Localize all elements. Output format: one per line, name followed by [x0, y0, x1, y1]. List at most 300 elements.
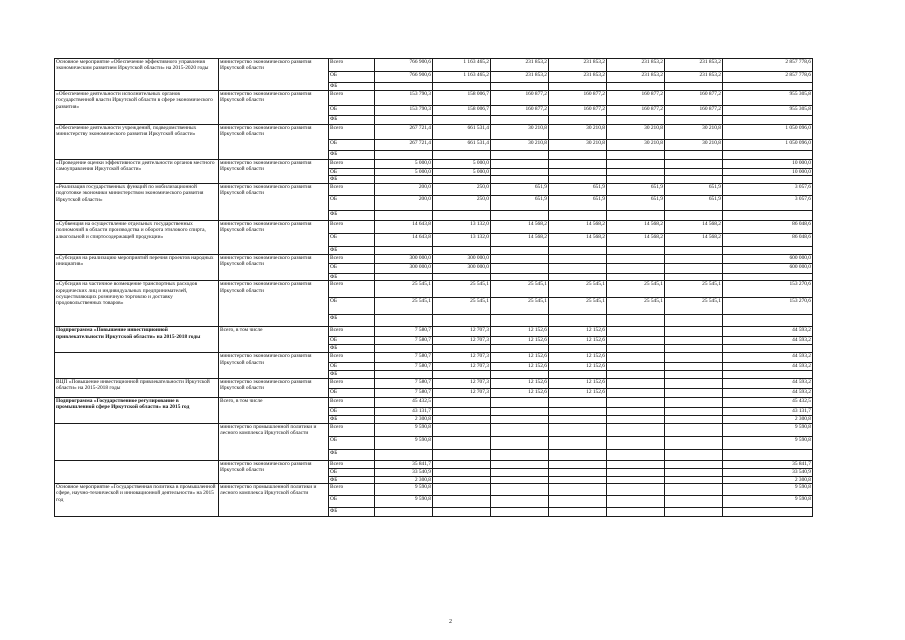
- year-value-cell: 661 531,4: [433, 125, 491, 140]
- executor-cell: министерство промышленной политики и лесного комплекса Иркутской области: [219, 484, 329, 517]
- year-value-cell: 651,9: [491, 195, 549, 210]
- year-value-cell: 25 545,1: [607, 281, 665, 298]
- year-value-cell: 43 131,7: [375, 407, 433, 415]
- total-value-cell: [723, 449, 813, 460]
- year-value-cell: 12 152,6: [549, 353, 607, 363]
- year-value-cell: [549, 484, 607, 496]
- executor-cell: министерство экономического развития Иркутской области: [219, 281, 329, 327]
- table-row: [55, 220, 813, 233]
- executor-cell: министерство промышленной политики и лесного комплекса Иркутской области: [219, 423, 329, 460]
- year-value-cell: [607, 83, 665, 91]
- total-value-cell: 955 305,8: [723, 106, 813, 116]
- funding-source-cell: ОБ: [329, 468, 375, 476]
- year-value-cell: 153 790,3: [375, 91, 433, 106]
- funding-source-cell: ОБ: [329, 436, 375, 449]
- table-row: [55, 160, 813, 169]
- total-value-cell: [723, 176, 813, 183]
- year-value-cell: [665, 423, 723, 436]
- funding-source-cell: ФБ: [329, 415, 375, 423]
- year-value-cell: [549, 436, 607, 449]
- year-value-cell: [607, 468, 665, 476]
- program-name-cell: Подпрограмма «Государственное регулирование в промышленной сфере Иркутской области» на 2015 год: [55, 397, 219, 423]
- funding-source-cell: Всего: [329, 254, 375, 263]
- funding-source-cell: ФБ: [329, 315, 375, 327]
- year-value-cell: [433, 273, 491, 280]
- year-value-cell: [375, 345, 433, 353]
- year-value-cell: [607, 263, 665, 273]
- year-value-cell: [433, 415, 491, 423]
- year-value-cell: [491, 468, 549, 476]
- total-value-cell: 86 048,6: [723, 220, 813, 233]
- table-row: [55, 484, 813, 496]
- year-value-cell: [549, 460, 607, 468]
- year-value-cell: [665, 436, 723, 449]
- year-value-cell: [433, 449, 491, 460]
- total-value-cell: [723, 210, 813, 220]
- total-value-cell: [723, 345, 813, 353]
- year-value-cell: [433, 176, 491, 183]
- year-value-cell: [607, 496, 665, 508]
- year-value-cell: [491, 151, 549, 160]
- year-value-cell: [491, 449, 549, 460]
- year-value-cell: [549, 254, 607, 263]
- funding-source-cell: ОБ: [329, 72, 375, 83]
- year-value-cell: [433, 476, 491, 483]
- executor-cell: министерство экономического развития Иркутской области: [219, 220, 329, 254]
- funding-source-cell: Всего: [329, 397, 375, 407]
- total-value-cell: 10 000,0: [723, 169, 813, 176]
- year-value-cell: [549, 246, 607, 254]
- year-value-cell: 30 210,8: [491, 140, 549, 151]
- funding-source-cell: Всего: [329, 423, 375, 436]
- year-value-cell: [433, 210, 491, 220]
- year-value-cell: 1 163 465,2: [433, 59, 491, 72]
- year-value-cell: 160 877,2: [607, 106, 665, 116]
- total-value-cell: 2 857 778,6: [723, 59, 813, 72]
- year-value-cell: 12 152,6: [549, 363, 607, 371]
- year-value-cell: [433, 345, 491, 353]
- year-value-cell: [607, 151, 665, 160]
- funding-source-cell: Всего: [329, 160, 375, 169]
- year-value-cell: 13 132,0: [433, 233, 491, 246]
- table-row: [55, 327, 813, 337]
- year-value-cell: 9 590,8: [375, 484, 433, 496]
- year-value-cell: 231 853,2: [491, 59, 549, 72]
- year-value-cell: [491, 315, 549, 327]
- year-value-cell: 12 152,6: [491, 388, 549, 397]
- year-value-cell: [433, 508, 491, 517]
- year-value-cell: [607, 246, 665, 254]
- year-value-cell: [433, 407, 491, 415]
- table-row: [55, 460, 813, 468]
- year-value-cell: [607, 423, 665, 436]
- program-name-cell: Подпрограмма «Повышение инвестиционной привлекательности Иркутской области» на 2015-2018 годы: [55, 327, 219, 353]
- funding-source-cell: ФБ: [329, 476, 375, 483]
- year-value-cell: 1 163 465,2: [433, 72, 491, 83]
- year-value-cell: 153 790,3: [375, 106, 433, 116]
- funding-source-cell: Всего: [329, 183, 375, 195]
- year-value-cell: [665, 371, 723, 378]
- total-value-cell: [723, 508, 813, 517]
- year-value-cell: 25 545,1: [665, 281, 723, 298]
- year-value-cell: 7 580,7: [375, 388, 433, 397]
- executor-cell: Всего, в том числе: [219, 327, 329, 353]
- year-value-cell: [549, 449, 607, 460]
- year-value-cell: [665, 176, 723, 183]
- funding-source-cell: ОБ: [329, 337, 375, 345]
- table-row: [55, 378, 813, 388]
- year-value-cell: [549, 273, 607, 280]
- total-value-cell: 2 857 778,6: [723, 72, 813, 83]
- year-value-cell: 13 132,0: [433, 220, 491, 233]
- year-value-cell: 651,9: [549, 195, 607, 210]
- year-value-cell: [433, 315, 491, 327]
- funding-source-cell: Всего: [329, 125, 375, 140]
- funding-source-cell: Всего: [329, 91, 375, 106]
- funding-source-cell: ФБ: [329, 151, 375, 160]
- year-value-cell: [607, 160, 665, 169]
- year-value-cell: [491, 415, 549, 423]
- year-value-cell: [607, 371, 665, 378]
- year-value-cell: 160 877,2: [491, 91, 549, 106]
- year-value-cell: [549, 263, 607, 273]
- total-value-cell: [723, 246, 813, 254]
- year-value-cell: 250,0: [433, 183, 491, 195]
- year-value-cell: [607, 273, 665, 280]
- year-value-cell: 7 580,7: [375, 378, 433, 388]
- table-row: [55, 125, 813, 140]
- year-value-cell: [607, 327, 665, 337]
- executor-cell: министерство экономического развития Иркутской области: [219, 91, 329, 125]
- year-value-cell: [607, 345, 665, 353]
- year-value-cell: [549, 407, 607, 415]
- year-value-cell: [375, 315, 433, 327]
- year-value-cell: [607, 460, 665, 468]
- year-value-cell: 651,9: [607, 195, 665, 210]
- program-name-cell: «Реализация государственных функций по мобилизационной подготовке экономики министерством экономического развития Иркутской области»: [55, 183, 219, 220]
- year-value-cell: 651,9: [607, 183, 665, 195]
- executor-cell: Всего, в том числе: [219, 397, 329, 423]
- year-value-cell: [491, 254, 549, 263]
- year-value-cell: [433, 116, 491, 125]
- year-value-cell: 12 152,6: [549, 337, 607, 345]
- year-value-cell: 12 152,6: [491, 378, 549, 388]
- year-value-cell: 12 707,3: [433, 327, 491, 337]
- total-value-cell: 153 270,6: [723, 298, 813, 315]
- year-value-cell: [665, 315, 723, 327]
- year-value-cell: [433, 496, 491, 508]
- funding-source-cell: ФБ: [329, 116, 375, 125]
- year-value-cell: [433, 460, 491, 468]
- year-value-cell: [607, 353, 665, 363]
- table-row: [55, 183, 813, 195]
- year-value-cell: [607, 476, 665, 483]
- total-value-cell: [723, 315, 813, 327]
- year-value-cell: [549, 83, 607, 91]
- table-row: [55, 281, 813, 298]
- year-value-cell: [665, 407, 723, 415]
- year-value-cell: [433, 423, 491, 436]
- total-value-cell: 3 057,6: [723, 195, 813, 210]
- total-value-cell: 2 300,8: [723, 476, 813, 483]
- year-value-cell: [665, 460, 723, 468]
- year-value-cell: [665, 83, 723, 91]
- year-value-cell: 12 152,6: [491, 353, 549, 363]
- year-value-cell: [375, 371, 433, 378]
- year-value-cell: 231 853,2: [549, 59, 607, 72]
- year-value-cell: [665, 210, 723, 220]
- funding-source-cell: Всего: [329, 327, 375, 337]
- year-value-cell: [549, 210, 607, 220]
- year-value-cell: 12 707,3: [433, 353, 491, 363]
- total-value-cell: 43 131,7: [723, 407, 813, 415]
- year-value-cell: [491, 371, 549, 378]
- year-value-cell: 14 568,2: [607, 220, 665, 233]
- year-value-cell: 12 152,6: [491, 327, 549, 337]
- year-value-cell: [607, 254, 665, 263]
- executor-cell: министерство экономического развития Иркутской области: [219, 160, 329, 184]
- year-value-cell: 33 540,9: [375, 468, 433, 476]
- year-value-cell: [665, 353, 723, 363]
- program-name-cell: Основное мероприятие «Государственная политика в промышленной сфере, научно-технической и инновационной деятельности» на 2015 год: [55, 484, 219, 517]
- year-value-cell: [607, 378, 665, 388]
- year-value-cell: [433, 371, 491, 378]
- year-value-cell: [665, 449, 723, 460]
- year-value-cell: 45 432,5: [375, 397, 433, 407]
- funding-source-cell: Всего: [329, 460, 375, 468]
- year-value-cell: [491, 476, 549, 483]
- total-value-cell: 44 593,2: [723, 363, 813, 371]
- year-value-cell: [607, 436, 665, 449]
- year-value-cell: 7 580,7: [375, 337, 433, 345]
- year-value-cell: [491, 460, 549, 468]
- funding-source-cell: ОБ: [329, 496, 375, 508]
- year-value-cell: [375, 273, 433, 280]
- year-value-cell: 231 853,2: [665, 72, 723, 83]
- year-value-cell: [607, 415, 665, 423]
- table-row: [55, 91, 813, 106]
- year-value-cell: [375, 116, 433, 125]
- year-value-cell: [665, 273, 723, 280]
- year-value-cell: [665, 327, 723, 337]
- year-value-cell: 267 721,4: [375, 125, 433, 140]
- year-value-cell: 12 707,3: [433, 388, 491, 397]
- program-name-cell: «Обеспечение деятельности учреждений, подведомственных министерству экономического развития Иркутской области»: [55, 125, 219, 160]
- year-value-cell: [549, 345, 607, 353]
- funding-source-cell: ОБ: [329, 407, 375, 415]
- year-value-cell: 25 545,1: [549, 298, 607, 315]
- year-value-cell: 267 721,4: [375, 140, 433, 151]
- year-value-cell: [491, 116, 549, 125]
- year-value-cell: [491, 484, 549, 496]
- year-value-cell: 2 300,8: [375, 415, 433, 423]
- year-value-cell: [549, 315, 607, 327]
- year-value-cell: 30 210,8: [665, 140, 723, 151]
- year-value-cell: [607, 176, 665, 183]
- year-value-cell: 12 152,6: [549, 388, 607, 397]
- year-value-cell: 5 000,0: [433, 169, 491, 176]
- year-value-cell: 160 877,2: [665, 106, 723, 116]
- year-value-cell: [665, 496, 723, 508]
- year-value-cell: [549, 116, 607, 125]
- funding-source-cell: ОБ: [329, 388, 375, 397]
- year-value-cell: 7 580,7: [375, 327, 433, 337]
- year-value-cell: [607, 337, 665, 345]
- year-value-cell: [491, 345, 549, 353]
- year-value-cell: [491, 423, 549, 436]
- table-row: [55, 397, 813, 407]
- year-value-cell: [375, 210, 433, 220]
- total-value-cell: 86 048,6: [723, 233, 813, 246]
- year-value-cell: [607, 169, 665, 176]
- year-value-cell: [433, 468, 491, 476]
- year-value-cell: 14 568,2: [491, 220, 549, 233]
- year-value-cell: [433, 436, 491, 449]
- year-value-cell: [433, 397, 491, 407]
- total-value-cell: [723, 371, 813, 378]
- program-name-cell: «Проведение оценки эффективности деятельности органов местного самоуправления Иркутской области»: [55, 160, 219, 184]
- table-row: [55, 59, 813, 72]
- year-value-cell: [491, 210, 549, 220]
- year-value-cell: 651,9: [665, 183, 723, 195]
- year-value-cell: [607, 449, 665, 460]
- year-value-cell: 25 545,1: [491, 281, 549, 298]
- year-value-cell: [665, 151, 723, 160]
- table-row: [55, 353, 813, 363]
- year-value-cell: 30 210,8: [665, 125, 723, 140]
- funding-source-cell: Всего: [329, 484, 375, 496]
- year-value-cell: [375, 151, 433, 160]
- year-value-cell: 231 853,2: [549, 72, 607, 83]
- year-value-cell: 25 545,1: [433, 281, 491, 298]
- total-value-cell: 44 593,2: [723, 337, 813, 345]
- year-value-cell: [549, 151, 607, 160]
- year-value-cell: 5 000,0: [375, 160, 433, 169]
- program-name-cell: [55, 460, 219, 483]
- year-value-cell: 300 000,0: [375, 263, 433, 273]
- year-value-cell: [665, 337, 723, 345]
- funding-source-cell: Всего: [329, 353, 375, 363]
- executor-cell: министерство экономического развития Иркутской области: [219, 460, 329, 483]
- year-value-cell: [665, 484, 723, 496]
- funding-source-cell: ОБ: [329, 298, 375, 315]
- year-value-cell: 9 590,8: [375, 436, 433, 449]
- total-value-cell: 44 593,2: [723, 327, 813, 337]
- year-value-cell: [491, 397, 549, 407]
- year-value-cell: 661 531,4: [433, 140, 491, 151]
- year-value-cell: 300 000,0: [433, 263, 491, 273]
- year-value-cell: 12 152,6: [491, 337, 549, 345]
- total-value-cell: 9 590,8: [723, 436, 813, 449]
- year-value-cell: [491, 176, 549, 183]
- year-value-cell: [375, 508, 433, 517]
- year-value-cell: [375, 246, 433, 254]
- year-value-cell: 25 545,1: [549, 281, 607, 298]
- year-value-cell: [549, 415, 607, 423]
- year-value-cell: 25 545,1: [433, 298, 491, 315]
- year-value-cell: [549, 397, 607, 407]
- year-value-cell: 200,0: [375, 183, 433, 195]
- year-value-cell: [433, 151, 491, 160]
- funding-source-cell: ФБ: [329, 345, 375, 353]
- funding-source-cell: ФБ: [329, 371, 375, 378]
- year-value-cell: [665, 508, 723, 517]
- total-value-cell: 1 050 096,0: [723, 125, 813, 140]
- total-value-cell: 2 300,8: [723, 415, 813, 423]
- total-value-cell: 35 841,7: [723, 460, 813, 468]
- year-value-cell: 651,9: [549, 183, 607, 195]
- year-value-cell: [665, 246, 723, 254]
- budget-table-body: [55, 59, 813, 517]
- year-value-cell: [607, 508, 665, 517]
- year-value-cell: [375, 83, 433, 91]
- year-value-cell: [607, 210, 665, 220]
- funding-source-cell: ФБ: [329, 83, 375, 91]
- year-value-cell: 25 545,1: [665, 298, 723, 315]
- year-value-cell: [549, 176, 607, 183]
- year-value-cell: [549, 160, 607, 169]
- total-value-cell: 3 057,6: [723, 183, 813, 195]
- year-value-cell: 25 545,1: [375, 298, 433, 315]
- year-value-cell: 231 853,2: [607, 72, 665, 83]
- total-value-cell: 33 540,9: [723, 468, 813, 476]
- year-value-cell: 250,0: [433, 195, 491, 210]
- total-value-cell: 955 305,8: [723, 91, 813, 106]
- year-value-cell: 12 152,6: [549, 378, 607, 388]
- executor-cell: министерство экономического развития Иркутской области: [219, 183, 329, 220]
- year-value-cell: [665, 254, 723, 263]
- year-value-cell: 30 210,8: [607, 140, 665, 151]
- table-row: [55, 423, 813, 436]
- year-value-cell: 160 877,2: [491, 106, 549, 116]
- funding-source-cell: Всего: [329, 59, 375, 72]
- funding-source-cell: ОБ: [329, 363, 375, 371]
- funding-source-cell: ОБ: [329, 140, 375, 151]
- year-value-cell: 30 210,8: [549, 140, 607, 151]
- year-value-cell: 158 006,7: [433, 106, 491, 116]
- program-name-cell: [55, 353, 219, 378]
- program-name-cell: [55, 423, 219, 460]
- total-value-cell: 600 000,0: [723, 263, 813, 273]
- year-value-cell: 160 877,2: [665, 91, 723, 106]
- year-value-cell: [549, 423, 607, 436]
- year-value-cell: [665, 116, 723, 125]
- funding-source-cell: ОБ: [329, 106, 375, 116]
- year-value-cell: 30 210,8: [549, 125, 607, 140]
- year-value-cell: 200,0: [375, 195, 433, 210]
- year-value-cell: [665, 263, 723, 273]
- year-value-cell: [607, 484, 665, 496]
- year-value-cell: 12 707,3: [433, 363, 491, 371]
- funding-source-cell: ФБ: [329, 449, 375, 460]
- year-value-cell: [665, 476, 723, 483]
- year-value-cell: 14 568,2: [491, 233, 549, 246]
- year-value-cell: [491, 273, 549, 280]
- year-value-cell: 231 853,2: [665, 59, 723, 72]
- program-name-cell: «Субсидия на реализацию мероприятий перечня проектов народных инициатив»: [55, 254, 219, 280]
- year-value-cell: 30 210,8: [491, 125, 549, 140]
- year-value-cell: [607, 397, 665, 407]
- year-value-cell: 14 643,8: [375, 220, 433, 233]
- program-name-cell: Основное мероприятие «Обеспечение эффективного управления экономическим развитием Иркутской области» на 2015-2020 годы: [55, 59, 219, 91]
- total-value-cell: 44 593,2: [723, 353, 813, 363]
- year-value-cell: [491, 508, 549, 517]
- year-value-cell: [607, 315, 665, 327]
- year-value-cell: [549, 476, 607, 483]
- year-value-cell: [491, 169, 549, 176]
- total-value-cell: 9 590,8: [723, 423, 813, 436]
- year-value-cell: [607, 407, 665, 415]
